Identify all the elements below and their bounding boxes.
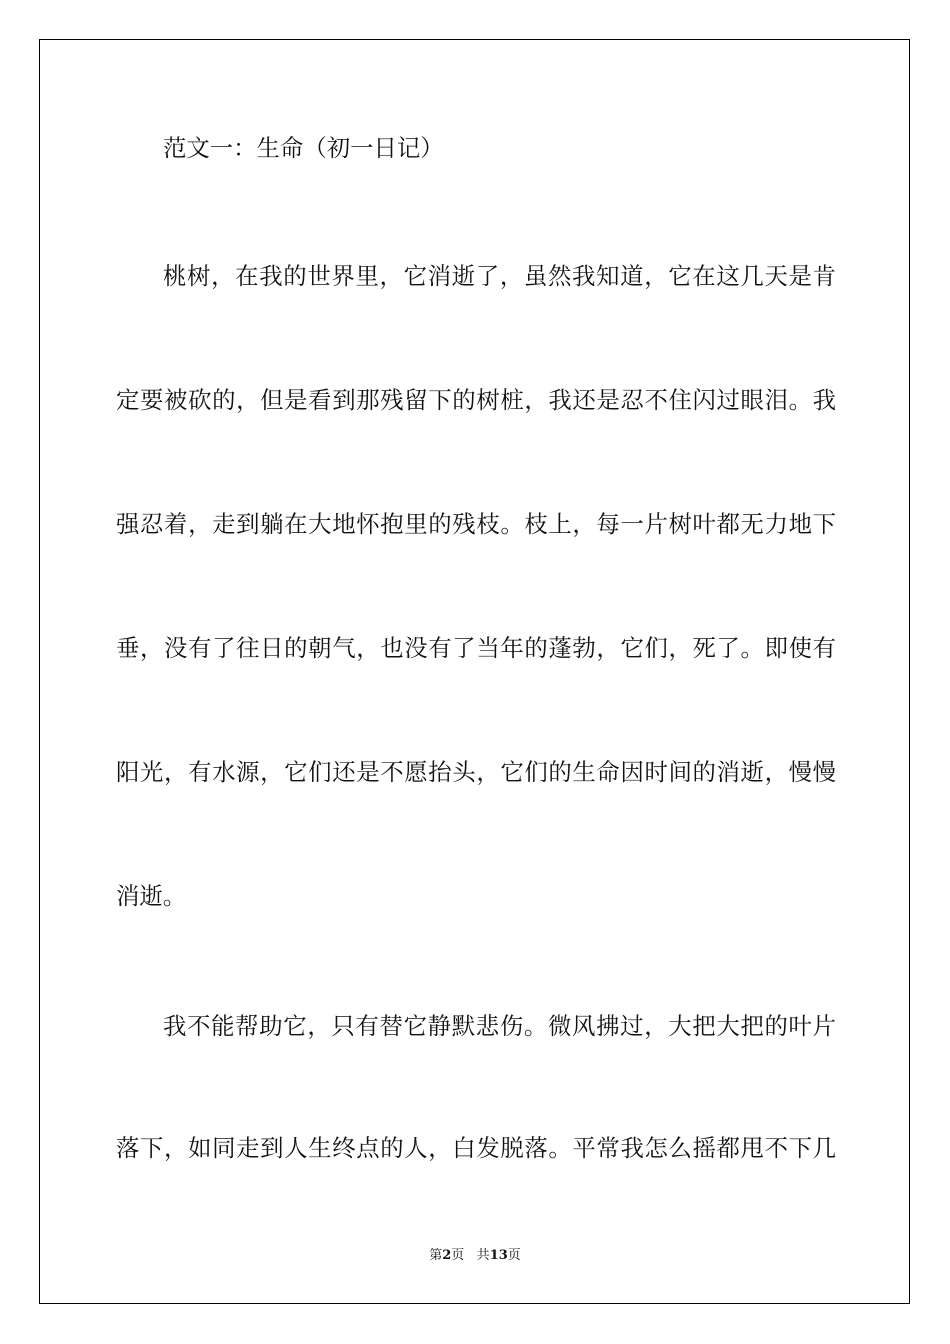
page-border [39,39,910,1304]
paragraph-1-line-2: 定要被砍的，但是看到那残留下的树桩，我还是忍不住闪过眼泪。我 [116,386,836,414]
paragraph-1-line-1: 桃树，在我的世界里，它消逝了，虽然我知道，它在这几天是肯 [163,262,836,290]
total-prefix: 共 [476,1248,490,1263]
paragraph-1-line-3: 强忍着，走到躺在大地怀抱里的残枝。枝上，每一片树叶都无力地下 [116,510,836,538]
paragraph-1-line-6: 消逝。 [116,882,187,910]
paragraph-1-line-5: 阳光，有水源，它们还是不愿抬头，它们的生命因时间的消逝，慢慢 [116,758,836,786]
page-suffix: 页 [451,1248,465,1263]
paragraph-2-line-1: 我不能帮助它，只有替它静默悲伤。微风拂过，大把大把的叶片 [163,1012,836,1040]
document-heading: 范文一：生命（初一日记） [163,134,444,162]
total-suffix: 页 [507,1248,521,1263]
page-number: 2 [442,1248,452,1263]
paragraph-2-line-2: 落下，如同走到人生终点的人，白发脱落。平常我怎么摇都甩不下几 [116,1134,836,1162]
paragraph-1-line-4: 垂，没有了往日的朝气，也没有了当年的蓬勃，它们，死了。即使有 [116,634,836,662]
page-prefix: 第 [429,1248,443,1263]
total-pages: 13 [489,1248,508,1263]
page-footer [0,1247,950,1265]
